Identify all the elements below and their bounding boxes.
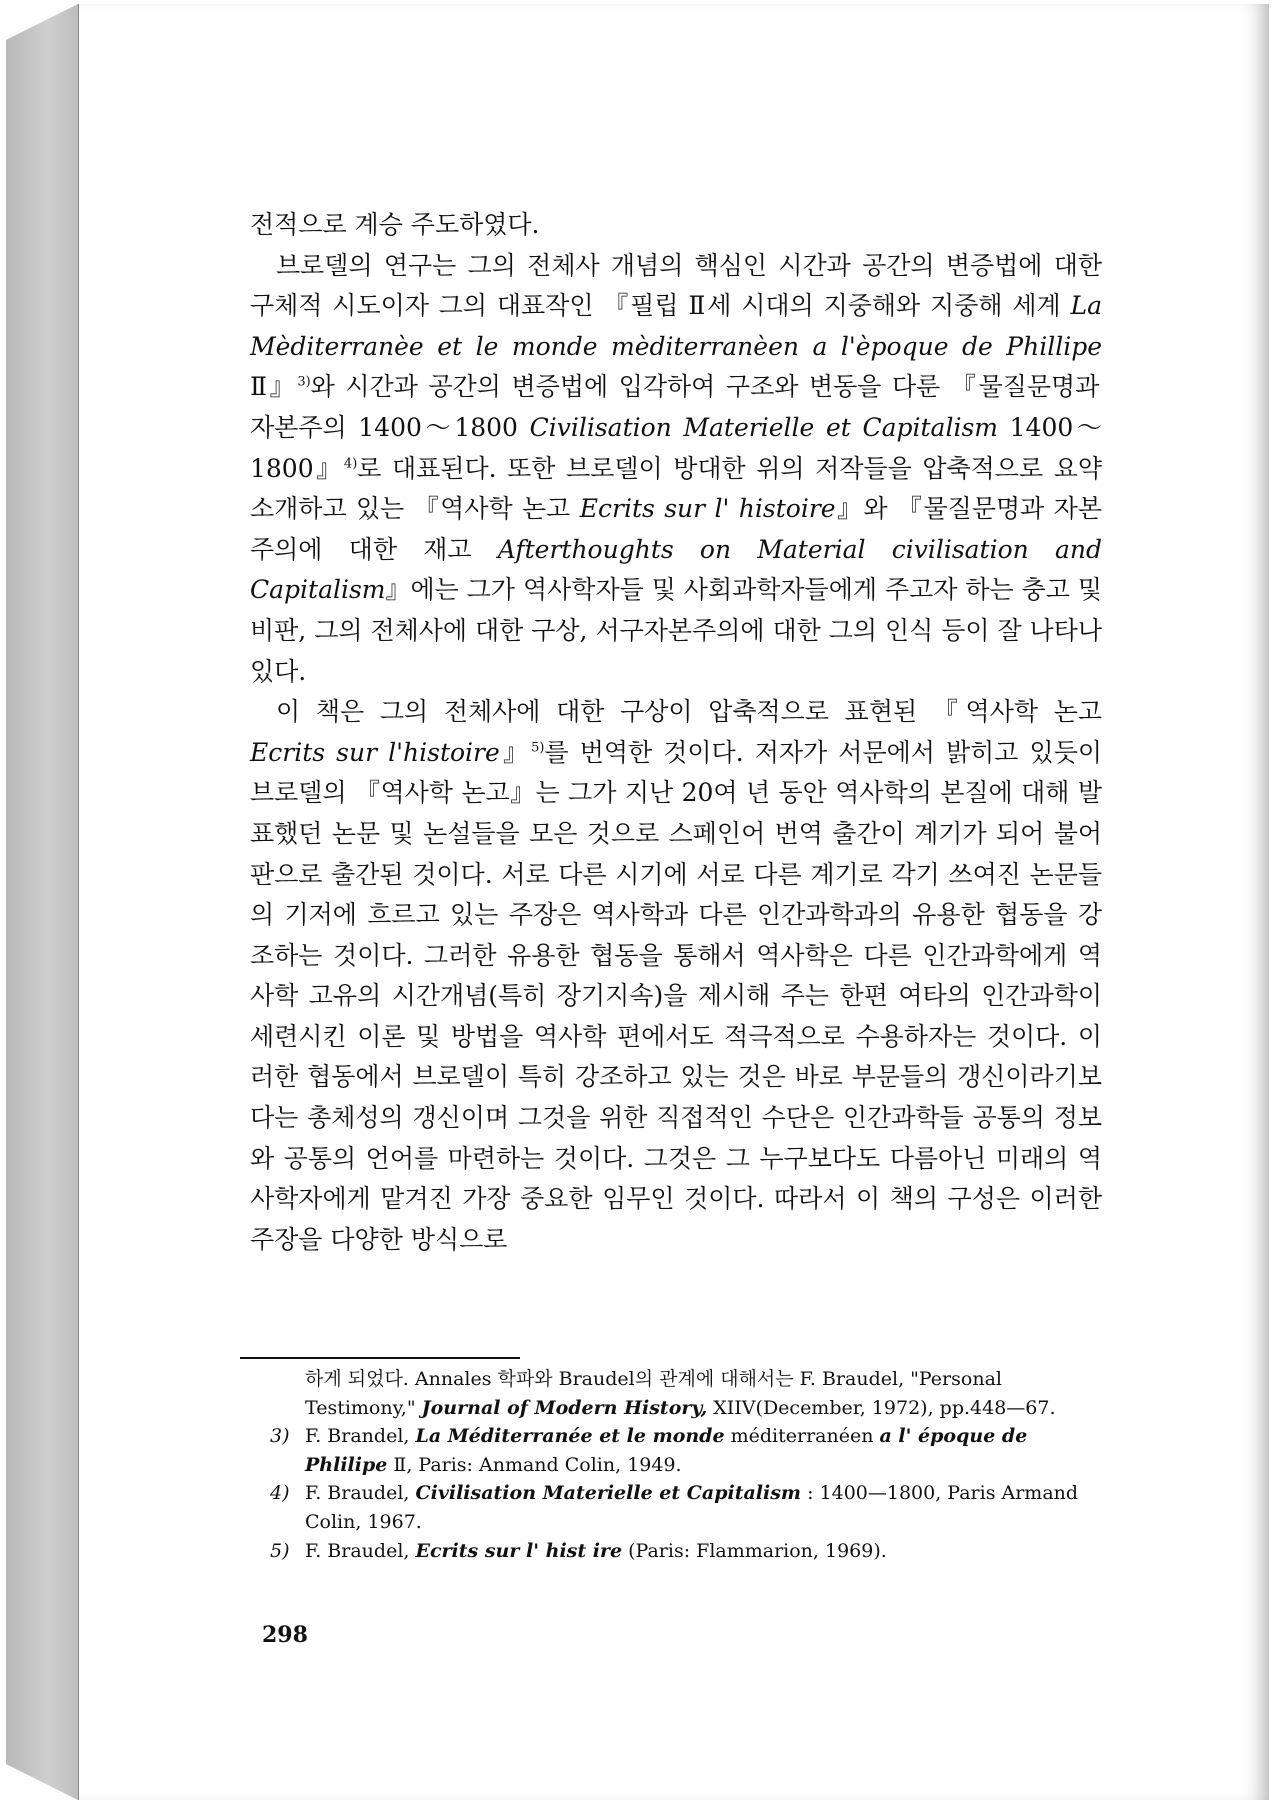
book-title-afterthoughts: Afterthoughts on Material civilisation and Capitalism: [250, 534, 1102, 605]
body-text: [250, 205, 1102, 1260]
paragraph-continuation: 전적으로 계승 주도하였다.: [250, 210, 540, 239]
footnote-4: 4) F. Braudel, Civilisation Materielle et Capitalism : 1400—1800, Paris Armand Colin, 1967.: [270, 1479, 1080, 1536]
footnote-number: 4): [270, 1482, 290, 1505]
footnote-number: 5): [270, 1539, 290, 1562]
footnote-ref-3: 3): [297, 375, 311, 391]
book-title-civilisation: Civilisation Materielle et Capitalism: [529, 412, 998, 442]
book-spine-edge: [6, 4, 78, 1800]
paragraph-braudel-research: 브로델의 연구는 그의 전체사 개념의 핵심인 시간과 공간의 변증법에 대한 구체적 시도이자 그의 대표작인 『필립 Ⅱ세 시대의 지중해와 지중해 세계 La Mèditerranèe et le monde mèditerranèen a l'èpoque de Phillipe Ⅱ』$^{3)}$와 시간과 공간의 변증법에 입각하여 구조와 변동을 다룬 『물질문명과 자본주의 1400～1800 Civilisation Materielle et Capitalism 1400～1800』$^{4)}$로 대표된다. 또한 브로델이 방대한 위의 저작들을 압축적으로 요약 소개하고 있는 『역사학 논고 Ecrits sur l' histoire』와 『물질문명과 자본주의에 대한 재고 Afterthoughts on Material civilisation and Capitalism』에는 그가 역사학자들 및 사회과학자들에게 주고자 하는 충고 및 비판, 그의 전체사에 대한 구상, 서구자본주의에 대한 그의 인식 등이 잘 나타나 있다.: [250, 250, 1103, 686]
footnote-number: 3): [270, 1425, 290, 1448]
footnote-continuation: 하게 되었다. Annales 학파와 Braudel의 관계에 대해서는 F. Braudel, "Personal Testimony," Journal of Modern History, XIIV(December, 1972), pp.448—67.: [305, 1368, 1056, 1419]
book-title-ecrits-2: Ecrits sur l'histoire: [250, 737, 500, 767]
footnote-ref-5: 5): [531, 740, 545, 756]
book-title-ecrits: Ecrits sur l' histoire: [579, 494, 836, 524]
page-number: 298: [262, 1622, 308, 1648]
paragraph-this-book: 이 책은 그의 전체사에 대한 구상이 압축적으로 표현된 『역사학 논고 Ecrits sur l'histoire』$^{5)}$를 번역한 것이다. 저자가 서문에서 밝히고 있듯이 브로델의 『역사학 논고』는 그가 지난 20여 년 동안 역사학의 본질에 대해 발표했던 논문 및 논설들을 모은 것으로 스페인어 번역 출간이 계기가 되어 불어판으로 출간된 것이다. 서로 다른 시기에 서로 다른 계기로 각기 쓰여진 논문들의 기저에 흐르고 있는 주장은 역사학과 다른 인간과학과의 유용한 협동을 강조하는 것이다. 그러한 유용한 협동을 통해서 역사학은 다른 인간과학에게 역사학 고유의 시간개념(특히 장기지속)을 제시해 주는 한편 여타의 인간과학이 세련시킨 이론 및 방법을 역사학 편에서도 적극적으로 수용하자는 것이다. 이러한 협동에서 브로델이 특히 강조하고 있는 것은 바로 부문들의 갱신이라기보다는 총체성의 갱신이며 그것을 위한 직접적인 수단은 인간과학들 공통의 정보와 공통의 언어를 마련하는 것이다. 그것은 그 누구보다도 다름아닌 미래의 역사학자에게 맡겨진 가장 중요한 임무인 것이다. 따라서 이 책의 구성은 이러한 주장을 다양한 방식으로: [250, 697, 1102, 1254]
footnote-divider: [240, 1357, 520, 1359]
footnote-ref-4: 4): [343, 456, 358, 472]
footnote-5: 5) F. Braudel, Ecrits sur l' hist ire (Paris: Flammarion, 1969).: [270, 1537, 1080, 1566]
footnotes: [270, 1365, 1080, 1565]
footnote-3: 3) F. Brandel, La Méditerranée et le monde méditerranéen a l' époque de Phlilipe Ⅱ, Paris: Anmand Colin, 1949.: [270, 1422, 1080, 1479]
book-title-mediterranee: La Mèditerranèe et le monde mèditerranèen a l'èpoque de Phillipe: [250, 291, 1102, 361]
